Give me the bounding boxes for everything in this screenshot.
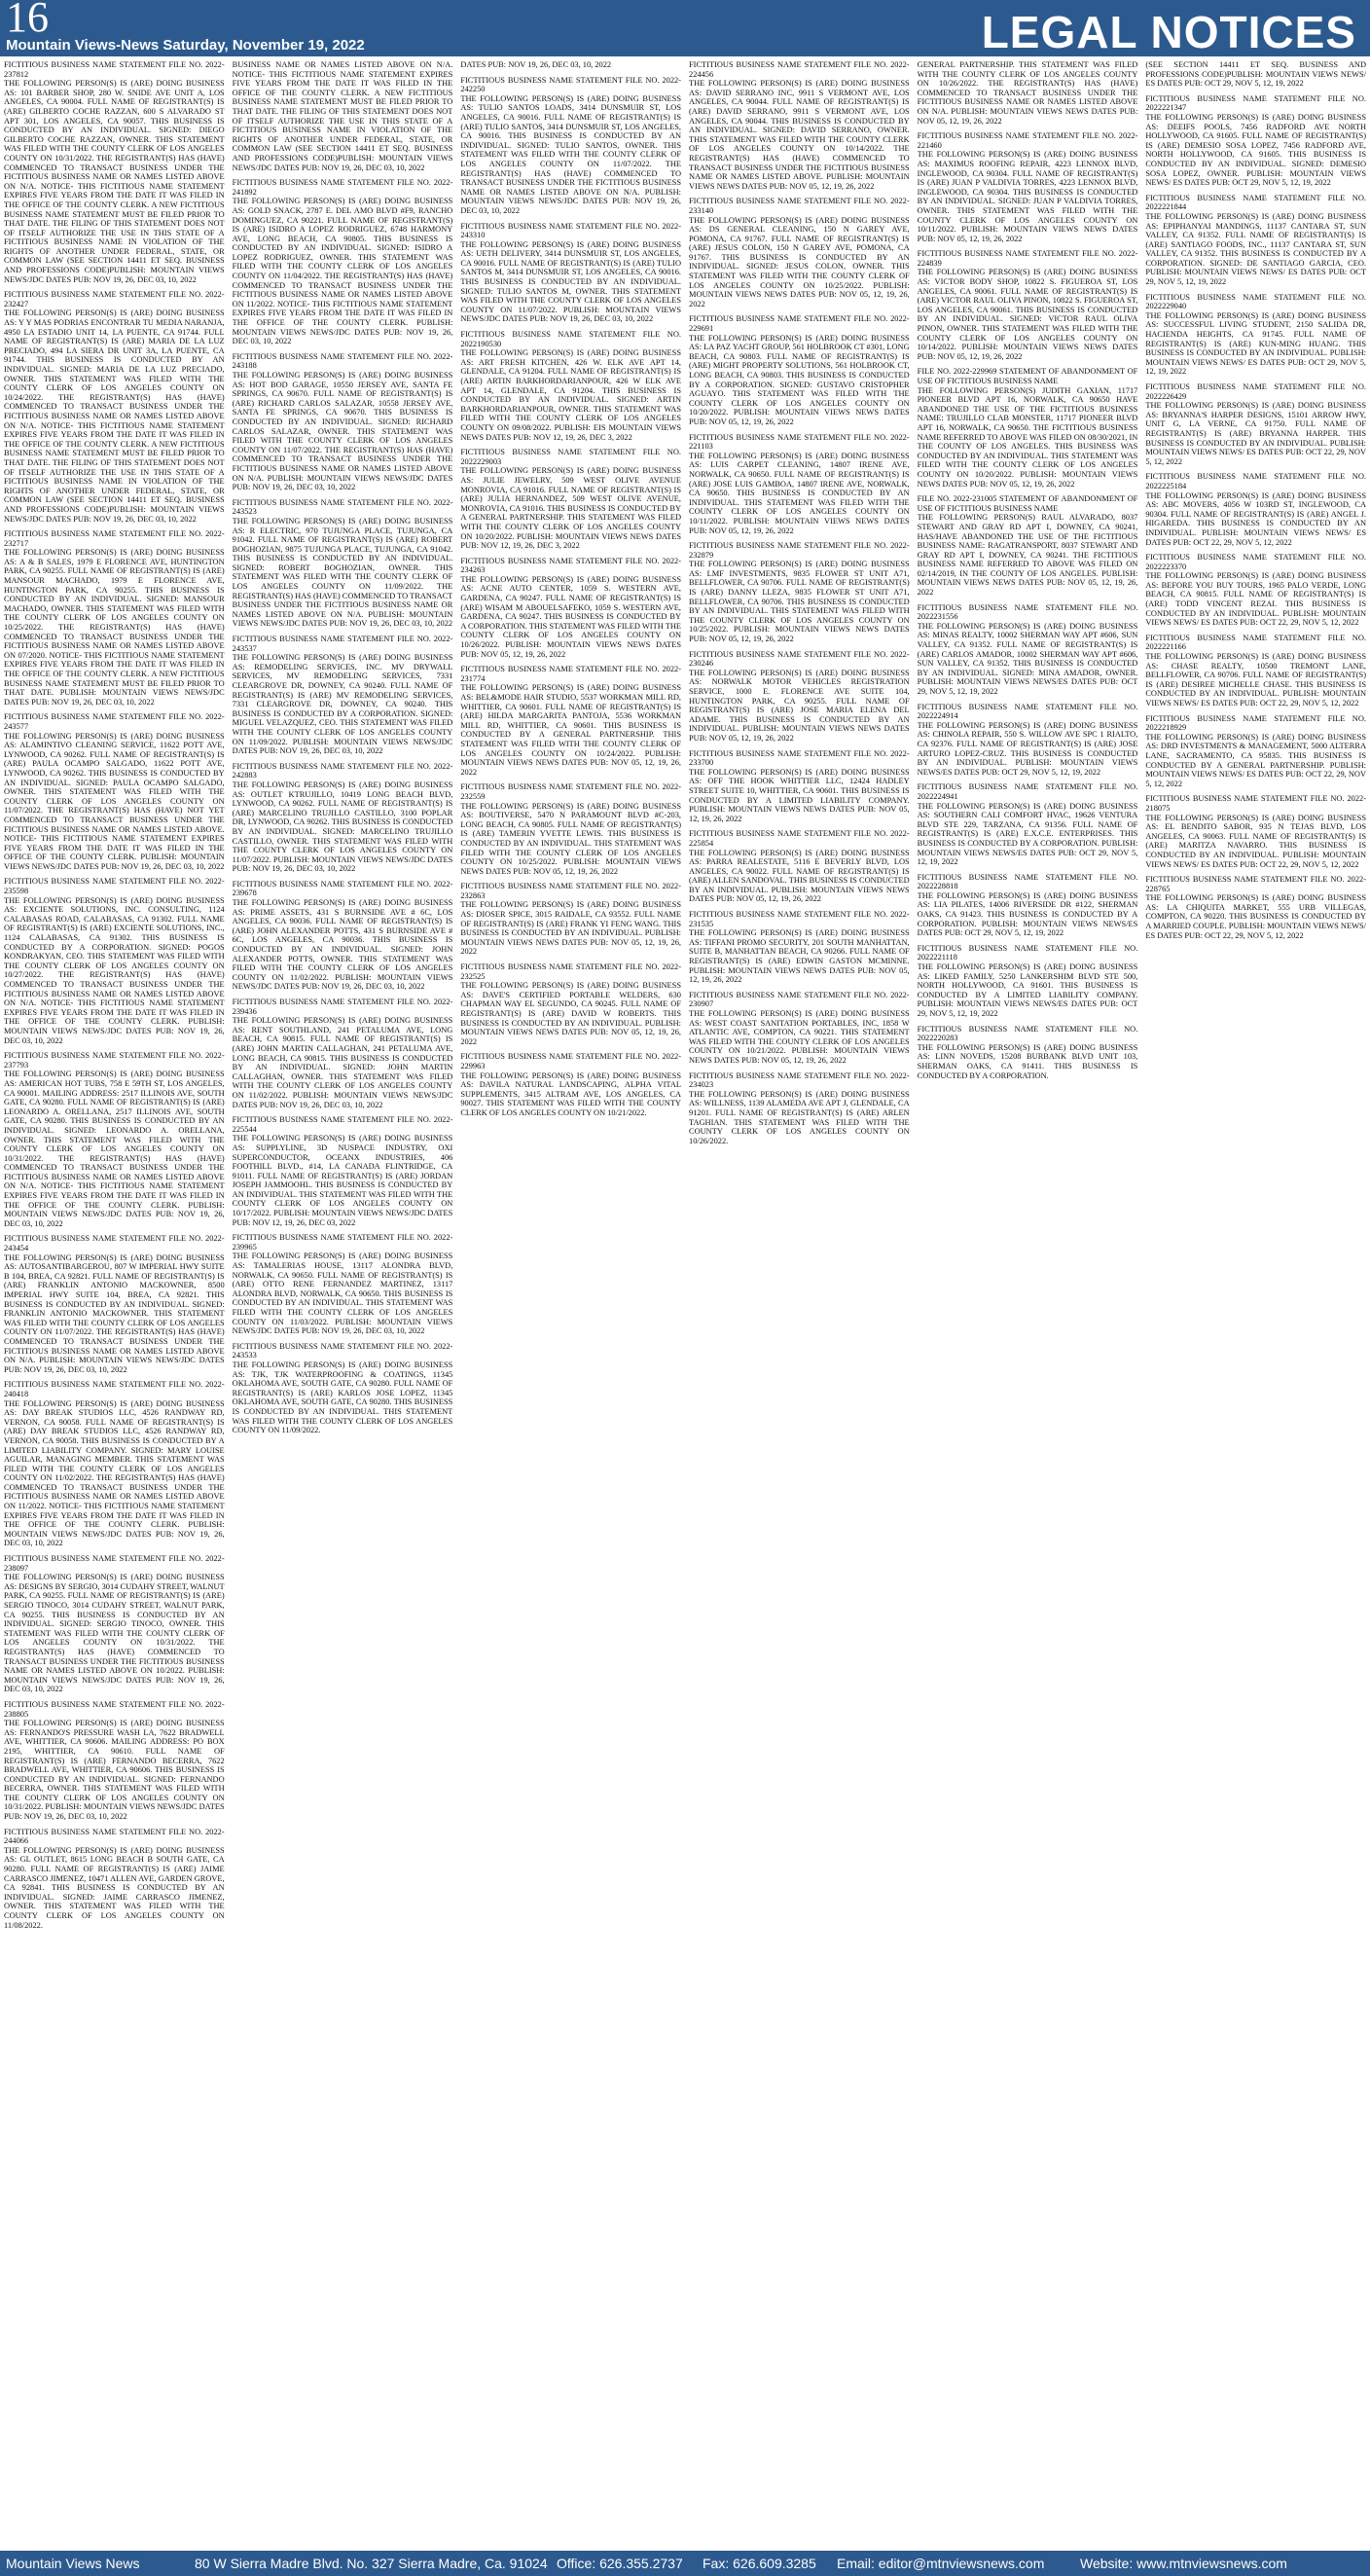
notice-body: THE FOLLOWING PERSON(S) IS (ARE) DOING BUSINESS AS: EPIPHANYAI MANDINGS, 11137 CANTARA ST, SUN VALLEY, CA 91352. FULL NAME OF REGISTRANT(S) IS (ARE) SANTIAGO FOODS, INC., 11137 CANTARA ST, SUN VALLEY, CA 91352. THIS BUSINESS IS CONDUCTED BY A CORPORATION. SIGNED: DE SANTIAGO GARCIA, CEO. PUBLISH: MOUNTAIN VIEWS NEWS/ ES DATES PUB: OCT 29, NOV 5, 12, 19, 2022 <box>1145 211 1366 287</box>
notice-heading: FICTITIOUS BUSINESS NAME STATEMENT FILE NO. 2022218929 <box>1145 713 1366 733</box>
notice-heading: FICTITIOUS BUSINESS NAME STATEMENT FILE NO. 2022-224839 <box>917 249 1138 268</box>
notice-body: THE FOLLOWING PERSON(S) IS (ARE) DOING BUSINESS AS: LINN NOVEDS, 15208 BURBANK BLVD UNIT 103, SHERMAN OAKS, CA 91411. THIS BUSINESS IS CONDUCTED BY A CORPORATION. <box>917 1042 1138 1080</box>
notice-heading: FICTITIOUS BUSINESS NAME STATEMENT FILE NO. 2022-242250 <box>460 75 681 94</box>
legal-notice <box>1145 60 1366 89</box>
notice-body: THE FOLLOWING PERSON(S) IS (ARE) DOING BUSINESS AS: LA PAZ YACHT GROUP, 561 HOLBROOK CT #301, LONG BEACH, CA 90803. FULL NAME OF REGISTRANT(S) IS (ARE) MIGHT PROPERTY SOLUTIONS, 561 HOLBROOK CT, LONG BEACH, CA 90803. THIS BUSINESS IS CONDUCTED BY A CORPORATION. SIGNED: GUSTAVO CRISTOPHER AGUAYO. THIS STATEMENT WAS FILED WITH THE COUNTY CLERK OF LOS ANGELES COUNTY ON 10/20/2022. PUBLISH: MOUNTAIN VIEWS NEWS DATES PUB: NOV 05, 12, 19, 26, 2022 <box>689 333 910 426</box>
notice-body: THE FOLLOWING PERSON(S) IS (ARE) DOING BUSINESS AS: ACNE AUTO CENTER, 1059 S. WESTERN AVE, GARDENA, CA 90247. FULL NAME OF REGISTRANT(S) IS (ARE) WISAM M ABOUELSAFEKO, 1059 S. WESTERN AVE, GARDENA, CA 90247. THIS BUSINESS IS CONDUCTED BY A CORPORATION. THIS STATEMENT WAS FILED WITH THE COUNTY CLERK OF LOS ANGELES COUNTY ON 10/26/2022. PUBLISH: MOUNTAIN VIEWS NEWS DATES PUB: NOV 05, 12, 19, 26, 2022 <box>460 574 681 659</box>
notice-body: THE FOLLOWING PERSON(S) IS (ARE) DOING BUSINESS AS: UETH DELIVERY, 3414 DUNSMUIR ST, LOS ANGELES, CA 90016. FULL NAME OF REGISTRANT(S) IS (ARE) TULIO SANTOS M, 3414 DUNSMUIR ST, LOS ANGELES, CA 90016. THIS BUSINESS IS CONDUCTED BY AN INDIVIDUAL. SIGNED: TULIO SANTOS M, OWNER. THIS STATEMENT WAS FILED WITH THE COUNTY CLERK OF LOS ANGELES COUNTY ON 11/07/2022. PUBLISH: MOUNTAIN VIEWS NEWS/JDC DATES PUB: NOV 19, 26, DEC 03, 10, 2022 <box>460 239 681 324</box>
notice-body: THE FOLLOWING PERSON(S) JUDITH GAXIAN, 11717 PIONEER BLVD APT 16, NORWALK, CA 90650 HAVE ABANDONED THE USE OF THE FICTITIOUS BUSINESS NAME: TRUJILLO CLAB MONSTER, 11717 PIONEER BLVD APT 16, NORWALK, CA 90650. THE FICTITIOUS BUSINESS NAME REFERRED TO ABOVE WAS FILED ON 08/30/2021, IN THE COUNTY OF LOS ANGELES. THIS BUSINESS WAS CONDUCTED BY AN INDIVIDUAL. THIS STATEMENT WAS FILED WITH THE COUNTY CLERK OF LOS ANGELES COUNTY ON 10/20/2022. PUBLISH: MOUNTAIN VIEWS NEWS DATES PUB: NOV 05, 12, 19, 26, 2022 <box>917 385 1138 489</box>
notice-body: BUSINESS NAME OR NAMES LISTED ABOVE ON N/A. NOTICE- THIS FICTITIOUS NAME STATEMENT EXPIRES FIVE YEARS FROM THE DATE IT WAS FILED IN THE OFFICE OF THE COUNTY CLERK. A NEW FICTITIOUS BUSINESS NAME STATEMENT MUST BE FILED PRIOR TO THAT DATE. THE FILING OF THIS STATEMENT DOES NOT OF ITSELF AUTHORIZE THE USE IN THIS STATE OF A FICTITIOUS BUSINESS NAME IN VIOLATION OF THE RIGHTS OF ANOTHER UNDER FEDERAL, STATE, OR COMMON LAW (SEE SECTION 14411 ET SEQ. BUSINESS AND PROFESSIONS CODE)PUBLISH: MOUNTAIN VIEWS NEWS/JDC DATES PUB: NOV 19, 26, DEC 03, 10, 2022 <box>232 60 453 172</box>
notice-body: THE FOLLOWING PERSON(S) IS (ARE) DOING BUSINESS AS: LA CHIQUITA MARKET, 555 URB VILLEGAS, COMPTON, CA 90220. THIS BUSINESS IS CONDUCTED BY A MARRIED COUPLE. PUBLISH: MOUNTAIN VIEWS NEWS/ ES DATES PUB: OCT 22, 29, NOV 5, 12, 2022 <box>1145 893 1366 940</box>
legal-notice <box>233 178 453 346</box>
notice-body: THE FOLLOWING PERSON(S) IS (ARE) DOING BUSINESS AS: NORWALK MOTOR VEHICLES REGISTRATION SERVICE, 1000 E. FLORENCE AVE SUITE 104, HUNTINGTON PARK, CA 90255. FULL NAME OF REGISTRANT(S) IS (ARE) JOSE MARIA ELENA DEL ADAME. THIS BUSINESS IS CONDUCTED BY AN INDIVIDUAL. PUBLISH: MOUNTAIN VIEWS NEWS DATES PUB: NOV 05, 12, 19, 26, 2022 <box>689 668 910 743</box>
notice-heading: FICTITIOUS BUSINESS NAME STATEMENT FILE NO. 2022225184 <box>1145 472 1366 490</box>
notice-body: DATES PUB: NOV 19, 26, DEC 03, 10, 2022 <box>460 60 612 69</box>
legal-notice <box>918 603 1138 697</box>
section-title: LEGAL NOTICES <box>981 7 1356 57</box>
notice-body: THE FOLLOWING PERSON(S) IS (ARE) DOING BUSINESS AS: OFF THE HOOK WHITTIER LLC, 12424 HADLEY STREET SUITE 10, WHITTIER, CA 90601. THIS BUSINESS IS CONDUCTED BY A LIMITED LIABILITY COMPANY. PUBLISH: MOUNTAIN VIEWS NEWS DATES PUB: NOV 05, 12, 19, 26, 2022 <box>689 767 910 823</box>
legal-notice <box>4 1554 225 1694</box>
notice-column <box>4 60 225 2549</box>
legal-notice <box>689 910 910 985</box>
notice-body: THE FOLLOWING PERSON(S) IS (ARE) DOING BUSINESS AS: LIKED FAMILY, 5250 LANKERSHIM BLVD STE 500, NORTH HOLLYWOOD, CA 91601. THIS BUSINESS IS CONDUCTED BY A LIMITED LIABILITY COMPANY. PUBLISH: MOUNTAIN VIEWS NEWS/ES DATES PUB: OCT 29, NOV 5, 12, 19, 2022 <box>917 962 1138 1018</box>
notice-body: THE FOLLOWING PERSON(S) IS (ARE) DOING BUSINESS AS: DAVID SERRANO INC, 9911 S VERMONT AVE, LOS ANGELES, CA 90044. FULL NAME OF REGISTRANT(S) IS (ARE) DAVID SERRANO, 9911 S VERMONT AVE, LOS ANGELES, CA 90044. THIS BUSINESS IS CONDUCTED BY AN INDIVIDUAL. SIGNED: DAVID SERRANO, OWNER. THIS STATEMENT WAS FILED WITH THE COUNTY CLERK OF LOS ANGELES COUNTY ON 10/14/2022. THE REGISTRANT(S) HAS (HAVE) COMMENCED TO TRANSACT BUSINESS UNDER THE FICTITIOUS BUSINESS NAME OR NAMES LISTED ABOVE. PUBLISH: MOUNTAIN VIEWS NEWS DATES PUB: NOV 05, 12, 19, 26, 2022 <box>689 79 910 191</box>
notice-body: THE FOLLOWING PERSON(S) IS (ARE) DOING BUSINESS AS: BOUTIVERSE, 5470 N PARAMOUNT BLVD #C-203, LONG BEACH, CA 90805. FULL NAME OF REGISTRANT(S) IS (ARE) TAMERIN YVETTE LEWIS. THIS BUSINESS IS CONDUCTED BY AN INDIVIDUAL. THIS STATEMENT WAS FILED WITH THE COUNTY CLERK OF LOS ANGELES COUNTY ON 10/25/2022. PUBLISH: MOUNTAIN VIEWS NEWS DATES PUB: NOV 05, 12, 19, 26, 2022 <box>460 801 681 876</box>
footer <box>0 2551 1370 2576</box>
notice-body: THE FOLLOWING PERSON(S) IS (ARE) DOING BUSINESS AS: TULIO SANTOS LOADS, 3414 DUNSMUIR ST, LOS ANGELES, CA 90016. FULL NAME OF REGISTRANT(S) IS (ARE) TULIO SANTOS, 3414 DUNSMUIR ST, LOS ANGELES, CA 90016. THIS BUSINESS IS CONDUCTED BY AN INDIVIDUAL. SIGNED: TULIO SANTOS, OWNER. THIS STATEMENT WAS FILED WITH THE COUNTY CLERK OF LOS ANGELES COUNTY ON 11/07/2022. THE REGISTRANT(S) HAS (HAVE) COMMENCED TO TRANSACT BUSINESS UNDER THE FICTITIOUS BUSINESS NAME OR NAMES LISTED ABOVE ON N/A. PUBLISH: MOUNTAIN VIEWS NEWS/JDC DATES PUB: NOV 19, 26, DEC 03, 10, 2022 <box>460 93 681 215</box>
legal-notice <box>460 222 681 325</box>
notice-body: THE FOLLOWING PERSON(S) RAUL ALVARADO, 8037 STEWART AND GRAY RD APT I, DOWNEY, CA 90241, HAS/HAVE ABANDONED THE USE OF THE FICTITIOUS BUSINESS NAME: RAGATRANSPORT, 8037 STEWART AND GRAY RD APT I, DOWNEY, CA 90241. THE FICTITIOUS BUSINESS NAME REFERRED TO ABOVE WAS FILED ON 02/14/2019, IN THE COUNTY OF LOS ANGELES. PUBLISH: MOUNTAIN VIEWS NEWS DATES PUB: NOV 05, 12, 19, 26, 2022 <box>917 513 1138 598</box>
notice-heading: FICTITIOUS BUSINESS NAME STATEMENT FILE NO. 2022-231535 <box>689 910 910 928</box>
legal-notice <box>1145 472 1366 547</box>
legal-notice <box>4 1828 225 1931</box>
notice-heading: FICTITIOUS BUSINESS NAME STATEMENT FILE NO. 2022-232427 <box>4 290 225 308</box>
notice-heading: FICTITIOUS BUSINESS NAME STATEMENT FILE NO. 2022-230907 <box>689 990 910 1009</box>
notice-body: THE FOLLOWING PERSON(S) IS (ARE) DOING BUSINESS AS: FERNANDO'S PRESSURE WASH LA, 7622 BRADWELL AVE, WHITTIER, CA 90606. MAILING ADDRESS: PO BOX 2195, WHITTIER, CA 90610. FULL NAME OF REGISTRANT(S) IS (ARE) FERNANDO BECERRA, 7622 BRADWELL AVE, WHITTIER, CA 90606. THIS BUSINESS IS CONDUCTED BY AN INDIVIDUAL. SIGNED: FERNANDO BECERRA, OWNER. THIS STATEMENT WAS FILED WITH THE COUNTY CLERK OF LOS ANGELES COUNTY ON 10/31/2022. PUBLISH: MOUNTAIN VIEWS NEWS/JDC DATES PUB: NOV 19, 26, DEC 03, 10, 2022 <box>4 1719 225 1822</box>
notice-body: THE FOLLOWING PERSON(S) IS (ARE) DOING BUSINESS AS: WILLNESS, 1139 ALAMEDA AVE APT J, GLENDALE, CA 91201. FULL NAME OF REGISTRANT(S) IS (ARE) ARLEN TAGHIAN. THIS STATEMENT WAS FILED WITH THE COUNTY CLERK OF LOS ANGELES COUNTY ON 10/26/2022. <box>689 1089 910 1145</box>
legal-notice <box>460 448 681 551</box>
legal-notice <box>233 352 453 492</box>
notice-body: THE FOLLOWING PERSON(S) IS (ARE) DOING BUSINESS AS: SUCCESSFUL LIVING STUDENT, 2150 SALIDA DR, HACIENDA HEIGHTS, CA 91745. FULL NAME OF REGISTRANT(S) IS (ARE) KUN-MING HUANG. THIS BUSINESS IS CONDUCTED BY AN INDIVIDUAL. PUBLISH: MOUNTAIN VIEWS NEWS/ ES DATES PUB: OCT 29, NOV 5, 12, 19, 2022 <box>1145 310 1366 377</box>
notice-heading: FICTITIOUS BUSINESS NAME STATEMENT FILE NO. 2022-229691 <box>689 314 910 334</box>
notice-column <box>233 60 453 2549</box>
legal-notice <box>689 197 910 308</box>
legal-notice <box>689 541 910 644</box>
legal-notice <box>1145 794 1366 869</box>
legal-notice <box>918 131 1138 243</box>
legal-notice <box>233 498 453 629</box>
notice-body: THE FOLLOWING PERSON(S) IS (ARE) DOING BUSINESS AS: DEEIFS POOLS, 7456 RADFORD AVE NORTH HOLLYWOOD, CA 91605. FULL NAME OF REGISTRANT(S) IS (ARE) DEMESIO SOSA LOPEZ, 7456 RADFORD AVE, NORTH HOLLYWOOD, CA 91605. THIS BUSINESS IS CONDUCTED BY AN INDIVIDUAL. SIGNED: DEMESIO SOSA LOPEZ, OWNER. PUBLISH: MOUNTAIN VIEWS NEWS/ ES DATES PUB: OCT 29, NOV 5, 12, 19, 2022 <box>1145 112 1366 188</box>
legal-notice <box>460 882 681 957</box>
notice-body: THE FOLLOWING PERSON(S) IS (ARE) DOING BUSINESS AS: BEFORE YOU BUY TOURS, 1965 PALO VERDE, LONG BEACH, CA 90815. FULL NAME OF REGISTRANT(S) IS (ARE) TODD VINCENT REZAI. THIS BUSINESS IS CONDUCTED BY AN INDIVIDUAL. PUBLISH: MOUNTAIN VIEWS NEWS/ ES DATES PUB: OCT 22, 29, NOV 5, 12, 2022 <box>1145 571 1366 628</box>
notice-heading: FICTITIOUS BUSINESS NAME STATEMENT FILE NO. 2022-239436 <box>232 998 453 1016</box>
notice-heading: FICTITIOUS BUSINESS NAME STATEMENT FILE NO. 2022-241892 <box>232 178 453 197</box>
footer-paper-name: Mountain Views News <box>6 2556 140 2571</box>
legal-notice <box>918 367 1138 489</box>
footer-office-phone: Office: 626.355.2737 <box>557 2556 683 2571</box>
notice-heading: FILE NO. 2022-231005 STATEMENT OF ABANDONMENT OF USE OF FICTITIOUS BUSINESS NAME <box>917 494 1138 513</box>
notice-heading: FICTITIOUS BUSINESS NAME STATEMENT FILE NO. 2022-232525 <box>460 962 681 981</box>
notice-column <box>1145 60 1366 2549</box>
notice-heading: FICTITIOUS BUSINESS NAME STATEMENT FILE NO. 2022-242883 <box>232 761 453 780</box>
notice-body: THE FOLLOWING PERSON(S) IS (ARE) DOING BUSINESS AS: LIA PILATES, 14006 RIVERSIDE DR #122, SHERMAN OAKS, CA 91423. THIS BUSINESS IS CONDUCTED BY A CORPORATION. PUBLISH: MOUNTAIN VIEWS NEWS/ES DATES PUB: OCT 29, NOV 5, 12, 19, 2022 <box>917 890 1138 938</box>
notice-heading: FICTITIOUS BUSINESS NAME STATEMENT FILE NO. 2022-224456 <box>689 60 910 79</box>
notice-heading: FICTITIOUS BUSINESS NAME STATEMENT FILE NO. 2022-243188 <box>232 351 453 371</box>
legal-notice <box>4 1380 225 1548</box>
legal-notice <box>689 433 910 536</box>
notice-body: THE FOLLOWING PERSON(S) IS (ARE) DOING BUSINESS AS: VICTOR BODY SHOP, 10822 S. FIGUEROA ST, LOS ANGELES, CA 90061. FULL NAME OF REGISTRANT(S) IS (ARE) VICTOR RAUL OLIVA PINON, 10822 S. FIGUEROA ST, LOS ANGELES, CA 90061. THIS BUSINESS IS CONDUCTED BY AN INDIVIDUAL. SIGNED: VICTOR RAUL OLIVA PINON, OWNER. THIS STATEMENT WAS FILED WITH THE COUNTY CLERK OF LOS ANGELES COUNTY ON 10/14/2022. PUBLISH: MOUNTAIN VIEWS NEWS DATES PUB: NOV 05, 12, 19, 26, 2022 <box>917 268 1138 361</box>
legal-notice <box>1145 94 1366 188</box>
notice-heading: FICTITIOUS BUSINESS NAME STATEMENT FILE NO. 2022-243523 <box>232 497 453 517</box>
notice-column <box>689 60 910 2549</box>
notice-body: THE FOLLOWING PERSON(S) IS (ARE) DOING BUSINESS AS: PRIME ASSETS, 431 S BURNSIDE AVE # 6C, LOS ANGELES, CA 90036. FULL NAME OF REGISTRANT(S) IS (ARE) JOHN ALEXANDER POTTS, 431 S BURNSIDE AVE # 6C, LOS ANGELES, CA 90036. THIS BUSINESS IS CONDUCTED BY AN INDIVIDUAL. SIGNED: JOHN ALEXANDER POTTS, OWNER. THIS STATEMENT WAS FILED WITH THE COUNTY CLERK OF LOS ANGELES COUNTY ON 11/02/2022. PUBLISH: MOUNTAIN VIEWS NEWS/JDC DATES PUB: NOV 19, 26, DEC 03, 10, 2022 <box>232 898 453 992</box>
notice-body: THE FOLLOWING PERSON(S) IS (ARE) DOING BUSINESS AS: MAXIMUS ROOFING REPAIR, 4223 LENNOX BLVD, INGLEWOOD, CA 90304. FULL NAME OF REGISTRANT(S) IS (ARE) JUAN P VALDIVIA TORRES, 4223 LENNOX BLVD, INGLEWOOD, CA 90304. THIS BUSINESS IS CONDUCTED BY AN INDIVIDUAL. SIGNED: JUAN P VALDIVIA TORRES, OWNER. THIS STATEMENT WAS FILED WITH THE COUNTY CLERK OF LOS ANGELES COUNTY ON 10/11/2022. PUBLISH: MOUNTAIN VIEWS NEWS DATES PUB: NOV 05, 12, 19, 26, 2022 <box>917 150 1138 243</box>
notice-body: THE FOLLOWING PERSON(S) IS (ARE) DOING BUSINESS AS: AUTOSANTIBARGEROU, 807 W IMPERIAL HWY SUITE B 104, BREA, CA 92821. FULL NAME OF REGISTRANT(S) IS (ARE) FRANKLIN ANTONIO MACKOWNER, 8500 IMPERIAL HWY SUITE 104, BREA, CA 92821. THIS BUSINESS IS CONDUCTED BY AN INDIVIDUAL. SIGNED: FRANKLIN ANTONIO MACKOWNER. THIS STATEMENT WAS FILED WITH THE COUNTY CLERK OF LOS ANGELES COUNTY ON 11/07/2022. THE REGISTRANT(S) HAS (HAVE) COMMENCED TO TRANSACT BUSINESS UNDER THE FICTITIOUS BUSINESS NAME OR NAMES LISTED ABOVE ON N/A. PUBLISH: MOUNTAIN VIEWS NEWS/JDC DATES PUB: NOV 19, 26, DEC 03, 10, 2022 <box>4 1252 225 1374</box>
legal-notice <box>233 1342 453 1435</box>
notice-body: THE FOLLOWING PERSON(S) IS (ARE) DOING BUSINESS AS: SOUTHERN CALI COMFORT HVAC, 19626 VENTURA BLVD STE 229, TARZANA, CA 91356. FULL NAME OF REGISTRANT(S) IS (ARE) E.X.C.E. ENTERPRISES. THIS BUSINESS IS CONDUCTED BY A CORPORATION. PUBLISH: MOUNTAIN VIEWS NEWS/ES DATES PUB: OCT 29, NOV 5, 12, 19, 2022 <box>917 801 1138 867</box>
notice-heading: FICTITIOUS BUSINESS NAME STATEMENT FILE NO. 2022-239965 <box>232 1233 453 1252</box>
notice-heading: FICTITIOUS BUSINESS NAME STATEMENT FILE NO. 2022229003 <box>460 448 681 466</box>
notice-heading: FICTITIOUS BUSINESS NAME STATEMENT FILE NO. 2022-243577 <box>4 712 225 731</box>
notice-heading: FICTITIOUS BUSINESS NAME STATEMENT FILE NO. 2022-218075 <box>1145 794 1366 813</box>
notice-body: THE FOLLOWING PERSON(S) IS (ARE) DOING BUSINESS AS: LUIS CARPET CLEANING, 14807 IRENE AVE, NORWALK, CA 90650. FULL NAME OF REGISTRANT(S) IS (ARE) JOSE LUIS GAMBOA, 14807 IRENE AVE, NORWALK, CA 90650. THIS BUSINESS IS CONDUCTED BY AN INDIVIDUAL. THIS STATEMENT WAS FILED WITH THE COUNTY CLERK OF LOS ANGELES COUNTY ON 10/11/2022. PUBLISH: MOUNTAIN VIEWS NEWS DATES PUB: NOV 05, 12, 19, 26, 2022 <box>689 451 910 535</box>
legal-notice <box>460 962 681 1046</box>
notice-heading: FICTITIOUS BUSINESS NAME STATEMENT FILE NO. 2022-237793 <box>4 1051 225 1070</box>
notice-heading: FICTITIOUS BUSINESS NAME STATEMENT FILE NO. 2022-232559 <box>460 782 681 801</box>
legal-notice <box>918 1025 1138 1081</box>
notice-heading: FICTITIOUS BUSINESS NAME STATEMENT FILE NO. 2022-221460 <box>917 131 1138 150</box>
legal-notice <box>689 60 910 191</box>
legal-notice <box>689 991 910 1066</box>
notice-heading: FICTITIOUS BUSINESS NAME STATEMENT FILE NO. 2022-234263 <box>460 556 681 575</box>
notice-body: THE FOLLOWING PERSON(S) IS (ARE) DOING BUSINESS AS: EL BENDITO SABOR, 935 N TEJAS BLVD, LOS ANGELES, CA 90063. FULL NAME OF REGISTRANT(S) IS (ARE) MARITZA NAVARRO. THIS BUSINESS IS CONDUCTED BY AN INDIVIDUAL. PUBLISH: MOUNTAIN VIEWS NEWS/ ES DATES PUB: OCT 22, 29, NOV 5, 12, 2022 <box>1145 813 1366 869</box>
legal-notice <box>4 1700 225 1822</box>
notice-body: THE FOLLOWING PERSON(S) IS (ARE) DOING BUSINESS AS: DIOSER SPICE, 3015 RAIDALE, CA 93552. FULL NAME OF REGISTRANT(S) IS (ARE) FRANK YI FENG WANG. THIS BUSINESS IS CONDUCTED BY AN INDIVIDUAL. PUBLISH: MOUNTAIN VIEWS NEWS DATES PUB: NOV 05, 12, 19, 26, 2022 <box>460 900 681 957</box>
legal-notice <box>4 1234 225 1374</box>
notice-heading: FICTITIOUS BUSINESS NAME STATEMENT FILE NO. 2022-235598 <box>4 877 225 896</box>
notice-body: THE FOLLOWING PERSON(S) IS (ARE) DOING BUSINESS AS: DAY BREAK STUDIOS LLC, 4526 RANDWAY RD, VERNON, CA 90058. FULL NAME OF REGISTRANT(S) IS (ARE) DAY BREAK STUDIOS LLC, 4526 RANDWAY RD, VERNON, CA 90058. THIS BUSINESS IS CONDUCTED BY A LIMITED LIABILITY COMPANY. SIGNED: MARY LOUISE AGUILAR, MANAGING MEMBER. THIS STATEMENT WAS FILED WITH THE COUNTY CLERK OF LOS ANGELES COUNTY ON 11/02/2022. THE REGISTRANT(S) HAS (HAVE) COMMENCED TO TRANSACT BUSINESS UNDER THE FICTITIOUS BUSINESS NAME OR NAMES LISTED ABOVE ON 11/2022. NOTICE- THIS FICTITIOUS NAME STATEMENT EXPIRES FIVE YEARS FROM THE DATE IT WAS FILED IN THE OFFICE OF THE COUNTY CLERK. PUBLISH: MOUNTAIN VIEWS NEWS/JDC DATES PUB: NOV 19, 26, DEC 03, 10, 2022 <box>4 1398 225 1548</box>
legal-notice <box>233 60 453 172</box>
legal-notice <box>233 998 453 1109</box>
notice-body: THE FOLLOWING PERSON(S) IS (ARE) DOING BUSINESS AS: MINAS REALTY, 10002 SHERMAN WAY APT #606, SUN VALLEY, CA 91352. FULL NAME OF REGISTRANT(S) IS (ARE) CARLOS AMADOR, 10002 SHERMAN WAY APT #606, SUN VALLEY, CA 91352. THIS BUSINESS IS CONDUCTED BY AN INDIVIDUAL. SIGNED: MINA AMADOR, OWNER. PUBLISH: MOUNTAIN VIEWS NEWS/ES DATES PUB: OCT 29, NOV 5, 12, 19, 2022 <box>917 621 1138 696</box>
legal-notice <box>1145 875 1366 940</box>
legal-notice <box>1145 293 1366 377</box>
notice-body: THE FOLLOWING PERSON(S) IS (ARE) DOING BUSINESS AS: ALAMINTIVO CLEANING SERVICE, 11622 POTT AVE, LYNWOOD, CA 90262. FULL NAME OF REGISTRANT(S) IS (ARE) PAULA OCAMPO SALGADO, 11622 POTT AVE, LYNWOOD, CA 90262. THIS BUSINESS IS CONDUCTED BY AN INDIVIDUAL. SIGNED: PAULA OCAMPO SALGADO, OWNER. THIS STATEMENT WAS FILED WITH THE COUNTY CLERK OF LOS ANGELES COUNTY ON 11/07/2022. THE REGISTRANT(S) HAS (HAVE) NOT YET COMMENCED TO TRANSACT BUSINESS UNDER THE FICTITIOUS BUSINESS NAME OR NAMES LISTED ABOVE. NOTICE- THIS FICTITIOUS NAME STATEMENT EXPIRES FIVE YEARS FROM THE DATE IT WAS FILED IN THE OFFICE OF THE COUNTY CLERK. PUBLISH: MOUNTAIN VIEWS NEWS/JDC DATES PUB: NOV 19, 26, DEC 03, 10, 2022 <box>4 731 225 871</box>
legal-notice <box>4 712 225 871</box>
legal-notice <box>460 76 681 216</box>
notice-body: THE FOLLOWING PERSON(S) IS (ARE) DOING BUSINESS AS: DESIGNS BY SERGIO, 3014 CUDAHY STREET, WALNUT PARK, CA 90255. FULL NAME OF REGISTRANT(S) IS (ARE) SERGIO TINOCO, 3014 CUDAHY STREET, WALNUT PARK, CA 90255. THIS BUSINESS IS CONDUCTED BY AN INDIVIDUAL. SIGNED: SERGIO TINOCO, OWNER. THIS STATEMENT WAS FILED WITH THE COUNTY CLERK OF LOS ANGELES COUNTY ON 10/31/2022. THE REGISTRANT(S) HAS (HAVE) COMMENCED TO TRANSACT BUSINESS UNDER THE FICTITIOUS BUSINESS NAME OR NAMES LISTED ABOVE ON 10/2022. PUBLISH: MOUNTAIN VIEWS NEWS/JDC DATES PUB: NOV 19, 26, DEC 03, 10, 2022 <box>4 1573 225 1694</box>
notice-heading: FICTITIOUS BUSINESS NAME STATEMENT FILE NO. 2022220283 <box>917 1024 1138 1043</box>
notice-heading: FICTITIOUS BUSINESS NAME STATEMENT FILE NO. 2022-232717 <box>4 529 225 548</box>
notice-body: THE FOLLOWING PERSON(S) IS (ARE) DOING BUSINESS AS: AMERICAN HOT TUBS, 758 E 59TH ST, LOS ANGELES, CA 90001. MAILING ADDRESS: 2517 ILLINOIS AVE, SOUTH GATE, CA 90280. FULL NAME OF REGISTRANT(S) IS (ARE) LEONARDO A. ORELLANA, 2517 ILLINOIS AVE, SOUTH GATE, CA 90280. THIS BUSINESS IS CONDUCTED BY AN INDIVIDUAL. SIGNED: LEONARDO A. ORELLANA, OWNER. THIS STATEMENT WAS FILED WITH THE COUNTY CLERK OF LOS ANGELES COUNTY ON 10/31/2022. THE REGISTRANT(S) HAS (HAVE) COMMENCED TO TRANSACT BUSINESS UNDER THE FICTITIOUS BUSINESS NAME OR NAMES LISTED ABOVE ON N/A. NOTICE- THIS FICTITIOUS NAME STATEMENT EXPIRES FIVE YEARS FROM THE DATE IT WAS FILED IN THE OFFICE OF THE COUNTY CLERK. PUBLISH: MOUNTAIN VIEWS NEWS/JDC DATES PUB: NOV 19, 26, DEC 03, 10, 2022 <box>4 1070 225 1228</box>
notice-body: THE FOLLOWING PERSON(S) IS (ARE) DOING BUSINESS AS: DAVE'S CERTIFIED PORTABLE WELDERS, 630 CHAPMAN WAY EL SEGUNDO, CA 90245. FULL NAME OF REGISTRANT(S) IS (ARE) DAVID W ROBERTS. THIS BUSINESS IS CONDUCTED BY AN INDIVIDUAL. PUBLISH: MOUNTAIN VIEWS NEWS DATES PUB: NOV 05, 12, 19, 26, 2022 <box>460 981 681 1046</box>
notice-body: THE FOLLOWING PERSON(S) IS (ARE) DOING BUSINESS AS: CHASE REALTY, 10500 TREMONT LANE, BELLFLOWER, CA 90706. FULL NAME OF REGISTRANT(S) IS (ARE) DESIREE MICHELLE CHASE. THIS BUSINESS IS CONDUCTED BY AN INDIVIDUAL. PUBLISH: MOUNTAIN VIEWS NEWS/ ES DATES PUB: OCT 22, 29, NOV 5, 12, 2022 <box>1145 652 1366 707</box>
footer-fax: Fax: 626.609.3285 <box>703 2556 816 2571</box>
notice-body: THE FOLLOWING PERSON(S) IS (ARE) DOING BUSINESS AS: ABC MOVERS, 4056 W 103RD ST, INGLEWOOD, CA 90304. FULL NAME OF REGISTRANT(S) IS (ARE) ANGEL J. HIGAREDA. THIS BUSINESS IS CONDUCTED BY AN INDIVIDUAL. PUBLISH: MOUNTAIN VIEWS NEWS/ ES DATES PUB: OCT 22, 29, NOV 5, 12, 2022 <box>1145 490 1366 547</box>
notice-body: THE FOLLOWING PERSON(S) IS (ARE) DOING BUSINESS AS: GOLD SNACK, 2787 E. DEL AMO BLVD #F9, RANCHO DOMINGUEZ, CA 90221. FULL NAME OF REGISTRANT(S) IS (ARE) ISIDRO A LOPEZ RODRIGUEZ, 6748 HARMONY AVE, LONG BEACH, CA 90805. THIS BUSINESS IS CONDUCTED BY AN INDIVIDUAL. SIGNED: ISIDRO A LOPEZ RODRIGUEZ, OWNER. THIS STATEMENT WAS FILED WITH THE COUNTY CLERK OF LOS ANGELES COUNTY ON 11/04/2022. THE REGISTRANT(S) HAS (HAVE) COMMENCED TO TRANSACT BUSINESS UNDER THE FICTITIOUS BUSINESS NAME OR NAMES LISTED ABOVE ON 11/2022. NOTICE- THIS FICTITIOUS NAME STATEMENT EXPIRES FIVE YEARS FROM THE DATE IT WAS FILED IN THE OFFICE OF THE COUNTY CLERK. PUBLISH: MOUNTAIN VIEWS NEWS/JDC DATES PUB: NOV 19, 26, DEC 03, 10, 2022 <box>232 197 453 346</box>
legal-notice <box>460 330 681 442</box>
notice-heading: FICTITIOUS BUSINESS NAME STATEMENT FILE NO. 2022-240418 <box>4 1380 225 1398</box>
notice-heading: FICTITIOUS BUSINESS NAME STATEMENT FILE NO. 2022221118 <box>917 943 1138 962</box>
notice-heading: FICTITIOUS BUSINESS NAME STATEMENT FILE NO. 2022-239678 <box>232 879 453 898</box>
legal-notice <box>4 60 225 284</box>
legal-notice <box>918 494 1138 598</box>
notice-body: THE FOLLOWING PERSON(S) IS (ARE) DOING BUSINESS AS: DRD INVESTMENTS & MANAGEMENT, 5000 ALTERRA LANE, SACRAMENTO, CA 95835. THIS BUSINESS IS CONDUCTED BY A GENERAL PARTNERSHIP. PUBLISH: MOUNTAIN VIEWS NEWS/ ES DATES PUB: OCT 22, 29, NOV 5, 12, 2022 <box>1145 732 1366 788</box>
legal-notice <box>233 635 453 756</box>
notice-heading: FICTITIOUS BUSINESS NAME STATEMENT FILE NO. 2022-229963 <box>460 1052 681 1070</box>
legal-notice <box>4 290 225 524</box>
notice-heading: FICTITIOUS BUSINESS NAME STATEMENT FILE NO. 2022-238097 <box>4 1554 225 1573</box>
notice-heading: FICTITIOUS BUSINESS NAME STATEMENT FILE NO. 2022-230246 <box>689 649 910 669</box>
notice-body: THE FOLLOWING PERSON(S) IS (ARE) DOING BUSINESS AS: Y Y MAS PODRIAS ENCONTRAR TU MEDIA NARANJA, 4950 LA ESTADIO UNIT 14, LA PUENTE, CA 91744. FULL NAME OF REGISTRANT(S) IS (ARE) MARIA DE LA LUZ PRECIADO, 494 LA SIERA DR UNIT 3A, LA PUENTE, CA 91744. THIS BUSINESS IS CONDUCTED BY AN INDIVIDUAL. SIGNED: MARIA DE LA LUZ PRECIADO, OWNER. THIS STATEMENT WAS FILED WITH THE COUNTY CLERK OF LOS ANGELES COUNTY ON 10/24/2022. THE REGISTRANT(S) HAS (HAVE) COMMENCED TO TRANSACT BUSINESS UNDER THE FICTITIOUS BUSINESS NAME OR NAMES LISTED ABOVE ON N/A. NOTICE- THIS FICTITIOUS NAME STATEMENT EXPIRES FIVE YEARS FROM THE DATE IT WAS FILED IN THE OFFICE OF THE COUNTY CLERK. A NEW FICTITIOUS BUSINESS NAME STATEMENT MUST BE FILED PRIOR TO THAT DATE. THE FILING OF THIS STATEMENT DOES NOT OF ITSELF AUTHORIZE THE USE IN THIS STATE OF A FICTITIOUS BUSINESS NAME IN VIOLATION OF THE RIGHTS OF ANOTHER UNDER FEDERAL, STATE, OR COMMON LAW (SEE SECTION 14411 ET SEQ. BUSINESS AND PROFESSIONS CODE)PUBLISH: MOUNTAIN VIEWS NEWS/JDC DATES PUB: NOV 19, 26, DEC 03, 10, 2022 <box>4 308 225 524</box>
legal-notice <box>1145 194 1366 287</box>
notice-column <box>918 60 1138 2549</box>
notice-heading: FILE NO. 2022-229969 STATEMENT OF ABANDONMENT OF USE OF FICTITIOUS BUSINESS NAME <box>917 367 1138 385</box>
notice-heading: FICTITIOUS BUSINESS NAME STATEMENT FILE NO. 2022-232863 <box>460 882 681 900</box>
notice-body: THE FOLLOWING PERSON(S) IS (ARE) DOING BUSINESS AS: A & B SALES, 1979 E FLORENCE AVE, HUNTINGTON PARK, CA 90255. FULL NAME OF REGISTRANT(S) IS (ARE) MANSOUR MACHADO, 1979 E FLORENCE AVE, HUNTINGTON PARK, CA 90255. THIS BUSINESS IS CONDUCTED BY AN INDIVIDUAL. SIGNED: MANSOUR MACHADO, OWNER. THIS STATEMENT WAS FILED WITH THE COUNTY CLERK OF LOS ANGELES COUNTY ON 10/25/2022. THE REGISTRANT(S) HAS (HAVE) COMMENCED TO TRANSACT BUSINESS UNDER THE FICTITIOUS BUSINESS NAME OR NAMES LISTED ABOVE ON 07/2020. NOTICE- THIS FICTITIOUS NAME STATEMENT EXPIRES FIVE YEARS FROM THE DATE IT WAS FILED IN THE OFFICE OF THE COUNTY CLERK. A NEW FICTITIOUS BUSINESS NAME STATEMENT MUST BE FILED PRIOR TO THAT DATE. PUBLISH: MOUNTAIN VIEWS NEWS/JDC DATES PUB: NOV 19, 26, DEC 03, 10, 2022 <box>4 548 225 707</box>
masthead <box>0 0 1370 56</box>
legal-notice <box>233 1115 453 1227</box>
notice-body: THE FOLLOWING PERSON(S) IS (ARE) DOING BUSINESS AS: TJK, TJK WATERPROOFING & COATINGS, 11345 OKLAHOMA AVE, SOUTH GATE, CA 90280. FULL NAME OF REGISTRANT(S) IS (ARE) KARLOS JOSE LOPEZ, 11345 OKLAHOMA AVE, SOUTH GATE, CA 90280. THIS BUSINESS IS CONDUCTED BY AN INDIVIDUAL. THIS STATEMENT WAS FILED WITH THE COUNTY CLERK OF LOS ANGELES COUNTY ON 11/09/2022. <box>232 1360 453 1435</box>
notice-body: THE FOLLOWING PERSON(S) IS (ARE) DOING BUSINESS AS: DAVILA NATURAL LANDSCAPING, ALPHA VITAL SUPPLEMENTS, 3415 ALTRAM AVE, LOS ANGELES, CA 90027. THIS STATEMENT WAS FILED WITH THE COUNTY CLERK OF LOS ANGELES COUNTY ON 10/21/2022. <box>460 1070 681 1117</box>
notice-heading: FICTITIOUS BUSINESS NAME STATEMENT FILE NO. 2022-243537 <box>232 635 453 653</box>
notice-body: THE FOLLOWING PERSON(S) IS (ARE) DOING BUSINESS AS: TIFFANI PROMO SECURITY, 201 SOUTH MANHATTAN, SUITE B, MANHATTAN BEACH, CA 90266. FULL NAME OF REGISTRANT(S) IS (ARE) EDWIN GASTON MCMINNE. PUBLISH: MOUNTAIN VIEWS NEWS DATES PUB: NOV 05, 12, 19, 26, 2022 <box>689 928 910 985</box>
notice-body: THE FOLLOWING PERSON(S) IS (ARE) DOING BUSINESS AS: CHINOLA REPAIR, 550 S. WILLOW AVE SPC 1 RIALTO, CA 92376. FULL NAME OF REGISTRANT(S) IS (ARE) JOSE ARTURO LOPEZ-CRUZ. THIS BUSINESS IS CONDUCTED BY AN INDIVIDUAL. PUBLISH: MOUNTAIN VIEWS NEWS/ES DATES PUB: OCT 29, NOV 5, 12, 19, 2022 <box>917 720 1138 777</box>
page-number: 16 <box>6 0 49 41</box>
legal-notice <box>4 1051 225 1228</box>
notice-body: THE FOLLOWING PERSON(S) IS (ARE) DOING BUSINESS AS: REMODELING SERVICES, INC. MV DRYWALL SERVICES, MV REMODELING SERVICES, 7331 CLEARGROVE DR, DOWNEY, CA 90240. FULL NAME OF REGISTRANT(S) IS (ARE) MV REMODELING SERVICES, 7331 CLEARGROVE DR, DOWNEY, CA 90240. THIS BUSINESS IS CONDUCTED BY A CORPORATION. SIGNED: MIGUEL VELAZQUEZ, CEO. THIS STATEMENT WAS FILED WITH THE COUNTY CLERK OF LOS ANGELES COUNTY ON 11/09/2022. PUBLISH: MOUNTAIN VIEWS NEWS/JDC DATES PUB: NOV 19, 26, DEC 03, 10, 2022 <box>232 653 453 756</box>
notice-body: GENERAL PARTNERSHIP. THIS STATEMENT WAS FILED WITH THE COUNTY CLERK OF LOS ANGELES COUNTY ON 10/26/2022. THE REGISTRANT(S) HAS (HAVE) COMMENCED TO TRANSACT BUSINESS UNDER THE FICTITIOUS BUSINESS NAME OR NAMES LISTED ABOVE ON N/A. PUBLISH: MOUNTAIN VIEWS NEWS DATES PUB: NOV 05, 12, 19, 26, 2022 <box>917 60 1138 126</box>
legal-notice <box>460 782 681 876</box>
notice-body: THE FOLLOWING PERSON(S) IS (ARE) DOING BUSINESS AS: BRYANNA'S HARPER DESIGNS, 15101 ARROW HWY, UNIT G, LA VERNE, CA 91750. FULL NAME OF REGISTRANT(S) IS (ARE) BRYANNA HARPER. THIS BUSINESS IS CONDUCTED BY AN INDIVIDUAL. PUBLISH: MOUNTAIN VIEWS NEWS/ ES DATES PUB: OCT 22, 29, NOV 5, 12, 2022 <box>1145 401 1366 466</box>
notice-heading: FICTITIOUS BUSINESS NAME STATEMENT FILE NO. 2022-231774 <box>460 665 681 683</box>
notice-body: THE FOLLOWING PERSON(S) IS (ARE) DOING BUSINESS AS: DS GENERAL CLEANING, 150 N GAREY AVE, POMONA, CA 91767. FULL NAME OF REGISTRANT(S) IS (ARE) JESUS COLON, 150 N GAREY AVE, POMONA, CA 91767. THIS BUSINESS IS CONDUCTED BY AN INDIVIDUAL. SIGNED: JESUS COLON, OWNER. THIS STATEMENT WAS FILED WITH THE COUNTY CLERK OF LOS ANGELES COUNTY ON 10/25/2022. PUBLISH: MOUNTAIN VIEWS NEWS DATES PUB: NOV 05, 12, 19, 26, 2022 <box>689 215 910 308</box>
notice-heading: FICTITIOUS BUSINESS NAME STATEMENT FILE NO. 2022-232879 <box>689 541 910 560</box>
legal-notice <box>1145 634 1366 708</box>
legal-notice <box>4 529 225 707</box>
legal-notice <box>918 873 1138 938</box>
notice-body: THE FOLLOWING PERSON(S) IS (ARE) DOING BUSINESS AS: LMF INVESTMENTS, 9835 FLOWER ST UNIT A71, BELLFLOWER, CA 90706. FULL NAME OF REGISTRANT(S) IS (ARE) DANNY LLEZA, 9835 FLOWER ST UNIT A71, BELLFLOWER, CA 90706. THIS BUSINESS IS CONDUCTED BY AN INDIVIDUAL. THIS STATEMENT WAS FILED WITH THE COUNTY CLERK OF LOS ANGELES COUNTY ON 10/25/2022. PUBLISH: MOUNTAIN VIEWS NEWS DATES PUB: NOV 05, 12, 19, 26, 2022 <box>689 560 910 644</box>
notice-heading: FICTITIOUS BUSINESS NAME STATEMENT FILE NO. 2022-233700 <box>689 748 910 768</box>
footer-address: 80 W Sierra Madre Blvd. No. 327 Sierra Madre, Ca. 91024 <box>195 2556 548 2571</box>
legal-notice <box>689 314 910 426</box>
notice-body: THE FOLLOWING PERSON(S) IS (ARE) DOING BUSINESS AS: BEL&MODE HAIR STUDIO, 5537 WORKMAN MILL RD, WHITTIER, CA 90601. FULL NAME OF REGISTRANT(S) IS (ARE) HILDA MARGARITA PANTOJA, 5536 WORKMAN MILL RD, WHITTIER, CA 90601. THIS BUSINESS IS CONDUCTED BY A GENERAL PARTNERSHIP. THIS STATEMENT WAS FILED WITH THE COUNTY CLERK OF LOS ANGELES COUNTY ON 10/24/2022. PUBLISH: MOUNTAIN VIEWS NEWS DATES PUB: NOV 05, 12, 19, 26, 2022 <box>460 683 681 777</box>
legal-notice <box>689 829 910 904</box>
notice-body: THE FOLLOWING PERSON(S) IS (ARE) DOING BUSINESS AS: SUPPLYLINE, 3D NUSPACE INDUSTRY, OXI SUPERCONDUCTOR, OCEANX INDUSTRIES, 406 FOOTHILL BLVD., #14, LA CANADA FLINTRIDGE, CA 91011. FULL NAME OF REGISTRANT(S) IS (ARE) JORDAN JOSEPH JAMMOOHL. THIS BUSINESS IS CONDUCTED BY AN INDIVIDUAL. THIS STATEMENT WAS FILED WITH THE COUNTY CLERK OF LOS ANGELES COUNTY ON 10/17/2022. PUBLISH: MOUNTAIN VIEWS NEWS/JDC DATES PUB: NOV 12, 19, 26, DEC 03, 2022 <box>232 1134 453 1227</box>
notice-heading: FICTITIOUS BUSINESS NAME STATEMENT FILE NO. 2022226429 <box>1145 382 1366 401</box>
notice-heading: FICTITIOUS BUSINESS NAME STATEMENT FILE NO. 2022221166 <box>1145 633 1366 652</box>
legal-notice <box>460 665 681 777</box>
notice-body: THE FOLLOWING PERSON(S) IS (ARE) DOING BUSINESS AS: R ELECTRIC, 970 TUJUNGA PLACE, TUJUNGA, CA 91042. FULL NAME OF REGISTRANT(S) IS (ARE) ROBERT BOGHOZIAN, 9875 TUJUNGA PLACE, TUJUNGA, CA 91042. THIS BUSINESS IS CONDUCTED BY AN INDIVIDUAL. SIGNED: ROBERT BOGHOZIAN, OWNER. THIS STATEMENT WAS FILED WITH THE COUNTY CLERK OF LOS ANGELES COUNTY ON 11/09/2022. THE REGISTRANT(S) HAS (HAVE) COMMENCED TO TRANSACT BUSINESS UNDER THE FICTITIOUS BUSINESS NAME OR NAMES LISTED ABOVE ON N/A. PUBLISH: MOUNTAIN VIEWS NEWS/JDC DATES PUB: NOV 19, 26, DEC 03, 10, 2022 <box>232 516 453 629</box>
notice-heading: FICTITIOUS BUSINESS NAME STATEMENT FILE NO. 2022-243533 <box>232 1341 453 1361</box>
notice-body: THE FOLLOWING PERSON(S) IS (ARE) DOING BUSINESS AS: RENT SOUTHLAND, 241 PETALUMA AVE, LONG BEACH, CA 90815. FULL NAME OF REGISTRANT(S) IS (ARE) JOHN MARTIN CALLAGHAN, 241 PETALUMA AVE, LONG BEACH, CA 90815. THIS BUSINESS IS CONDUCTED BY AN INDIVIDUAL. SIGNED: JOHN MARTIN CALLAGHAN, OWNER. THIS STATEMENT WAS FILED WITH THE COUNTY CLERK OF LOS ANGELES COUNTY ON 11/02/2022. PUBLISH: MOUNTAIN VIEWS NEWS/JDC DATES PUB: NOV 19, 26, DEC 03, 10, 2022 <box>232 1016 453 1109</box>
notice-body: THE FOLLOWING PERSON(S) IS (ARE) DOING BUSINESS AS: HOT BOD GARAGE, 10550 JERSEY AVE, SANTA FE SPRINGS, CA 90670. FULL NAME OF REGISTRANT(S) IS (ARE) RICHARD CARLOS SALAZAR, 10558 JERSEY AVE, SANTA FE SPRINGS, CA 90670. THIS BUSINESS IS CONDUCTED BY AN INDIVIDUAL. SIGNED: RICHARD CARLOS SALAZAR, OWNER. THIS STATEMENT WAS FILED WITH THE COUNTY CLERK OF LOS ANGELES COUNTY ON 11/07/2022. THE REGISTRANT(S) HAS (HAVE) COMMENCED TO TRANSACT BUSINESS UNDER THE FICTITIOUS BUSINESS NAME OR NAMES LISTED ABOVE ON N/A. PUBLISH: MOUNTAIN VIEWS NEWS/JDC DATES PUB: NOV 19, 26, DEC 03, 10, 2022 <box>232 371 453 492</box>
notice-heading: FICTITIOUS BUSINESS NAME STATEMENT FILE NO. 2022231556 <box>917 602 1138 622</box>
notice-body: THE FOLLOWING PERSON(S) IS (ARE) DOING BUSINESS AS: WEST COAST SANITATION PORTABLES, INC, 1858 W ATLANTIC AVE, COMPTON, CA 90221. THIS STATEMENT WAS FILED WITH THE COUNTY CLERK OF LOS ANGELES COUNTY ON 10/21/2022. PUBLISH: MOUNTAIN VIEWS NEWS DATES PUB: NOV 05, 12, 19, 26, 2022 <box>689 1009 910 1065</box>
legal-notice <box>460 1052 681 1117</box>
notice-column <box>460 60 681 2549</box>
legal-notice <box>233 880 453 992</box>
legal-notice <box>918 944 1138 1019</box>
notice-heading: FICTITIOUS BUSINESS NAME STATEMENT FILE NO. 2022-238805 <box>4 1699 225 1719</box>
notice-heading: FICTITIOUS BUSINESS NAME STATEMENT FILE NO. 2022221844 <box>1145 193 1366 212</box>
notice-heading: FICTITIOUS BUSINESS NAME STATEMENT FILE NO. 2022-233140 <box>689 197 910 215</box>
notice-body: THE FOLLOWING PERSON(S) IS (ARE) DOING BUSINESS AS: GL OUTLET, 8615 LONG BEACH B SOUTH GATE, CA 90280. FULL NAME OF REGISTRANT(S) IS (ARE) JAIME CARRASCO JIMENEZ, 10471 ALLEN AVE, GARDEN GROVE, CA 92841. THIS BUSINESS IS CONDUCTED BY AN INDIVIDUAL. SIGNED: JAIME CARRASCO JIMENEZ, OWNER. THIS STATEMENT WAS FILED WITH THE COUNTY CLERK OF LOS ANGELES COUNTY ON 11/08/2022. <box>4 1845 225 1930</box>
notice-heading: FICTITIOUS BUSINESS NAME STATEMENT FILE NO. 2022224941 <box>917 782 1138 801</box>
legal-notice <box>1145 553 1366 628</box>
notice-body: (SEE SECTION 14411 ET SEQ. BUSINESS AND PROFESSIONS CODE)PUBLISH: MOUNTAIN VIEWS NEWS/ ES DATES PUB: OCT 29, NOV 5, 12, 19, 2022 <box>1145 60 1366 89</box>
notice-heading: FICTITIOUS BUSINESS NAME STATEMENT FILE NO. 2022223370 <box>1145 553 1366 571</box>
notice-heading: FICTITIOUS BUSINESS NAME STATEMENT FILE NO. 2022-234023 <box>689 1070 910 1090</box>
notice-body: THE FOLLOWING PERSON(S) IS (ARE) DOING BUSINESS AS: TAMALERIAS HOUSE, 13117 ALONDRA BLVD, NORWALK, CA 90650. FULL NAME OF REGISTRANT(S) IS (ARE) OTTO RENE FERNANDEZ MARTINEZ, 13117 ALONDRA BLVD, NORWALK, CA 90650. THIS BUSINESS IS CONDUCTED BY AN INDIVIDUAL. THIS STATEMENT WAS FILED WITH THE COUNTY CLERK OF LOS ANGELES COUNTY ON 11/03/2022. PUBLISH: MOUNTAIN VIEWS NEWS/JDC DATES PUB: NOV 19, 26, DEC 03, 10, 2022 <box>232 1252 453 1336</box>
legal-notices-columns <box>4 60 1366 2549</box>
legal-notice <box>689 749 910 824</box>
legal-notice <box>460 60 681 70</box>
legal-notice <box>4 877 225 1045</box>
footer-website[interactable]: Website: www.mtnviewsnews.com <box>1080 2556 1287 2571</box>
legal-notice <box>233 1233 453 1336</box>
notice-heading: FICTITIOUS BUSINESS NAME STATEMENT FILE NO. 2022-225544 <box>232 1115 453 1134</box>
notice-body: THE FOLLOWING PERSON(S) IS (ARE) DOING BUSINESS AS: JULIE JEWELRY, 509 WEST OLIVE AVENUE MONROVIA, CA 91016. FULL NAME OF REGISTRANT(S) IS (ARE) JULIA HERNANDEZ, 509 WEST OLIVE AVENUE, MONROVIA, CA 91016. THIS BUSINESS IS CONDUCTED BY A GENERAL PARTNERSHIP. THIS STATEMENT WAS FILED WITH THE COUNTY CLERK OF LOS ANGELES COUNTY ON 10/20/2022. PUBLISH: MOUNTAIN VIEWS NEWS DATES PUB: NOV 12, 19, 26, DEC 3, 2022 <box>460 466 681 551</box>
notice-heading: FICTITIOUS BUSINESS NAME STATEMENT FILE NO. 2022221347 <box>1145 93 1366 113</box>
notice-heading: FICTITIOUS BUSINESS NAME STATEMENT FILE NO. 2022-237812 <box>4 60 225 79</box>
notice-heading: FICTITIOUS BUSINESS NAME STATEMENT FILE NO. 2022-225854 <box>689 829 910 848</box>
legal-notice <box>918 703 1138 778</box>
notice-body: THE FOLLOWING PERSON(S) IS (ARE) DOING BUSINESS AS: 101 BARBER SHOP, 280 W. SNIDE AVE UNIT A, LOS ANGELES, CA 90004. FULL NAME OF REGISTRANT(S) IS (ARE) GILBERTO COCHE RAZZAN, 600 S ALVARADO ST APT 301, LOS ANGELES, CA 90057. THIS BUSINESS IS CONDUCTED BY AN INDIVIDUAL. SIGNED: DIEGO GILBERTO COCHE RAZZAN, OWNER. THIS STATEMENT WAS FILED WITH THE COUNTY CLERK OF LOS ANGELES COUNTY ON 10/31/2022. THE REGISTRANT(S) HAS (HAVE) COMMENCED TO TRANSACT BUSINESS UNDER THE FICTITIOUS BUSINESS NAME OR NAMES LISTED ABOVE ON N/A. NOTICE- THIS FICTITIOUS NAME STATEMENT EXPIRES FIVE YEARS FROM THE DATE IT WAS FILED IN THE OFFICE OF THE COUNTY CLERK. A NEW FICTITIOUS BUSINESS NAME STATEMENT MUST BE FILED PRIOR TO THAT DATE. THE FILING OF THIS STATEMENT DOES NOT OF ITSELF AUTHORIZE THE USE IN THIS STATE OF A FICTITIOUS BUSINESS NAME IN VIOLATION OF THE RIGHTS OF ANOTHER UNDER FEDERAL, STATE, OR COMMON LAW (SEE SECTION 14411 ET SEQ. BUSINESS AND PROFESSIONS CODE)PUBLISH: MOUNTAIN VIEWS NEWS/JDC DATES PUB: NOV 19, 26, DEC 03, 10, 2022 <box>4 79 225 284</box>
notice-heading: FICTITIOUS BUSINESS NAME STATEMENT FILE NO. 2022-243310 <box>460 221 681 240</box>
footer-email[interactable]: Email: editor@mtnviewsnews.com <box>837 2556 1045 2571</box>
publication-line: Mountain Views-News Saturday, November 19, 2022 <box>6 37 365 54</box>
notice-heading: FICTITIOUS BUSINESS NAME STATEMENT FILE NO. 2022-244066 <box>4 1827 225 1846</box>
notice-body: THE FOLLOWING PERSON(S) IS (ARE) DOING BUSINESS AS: EXCIENTE SOLUTIONS, INC. CONSULTING, 1124 CALABASAS ROAD, CALABASAS, CA 91302. FULL NAME OF REGISTRANT(S) IS (ARE) EXCIENTE SOLUTIONS, INC., 1124 CALABASAS, CA 91302. THIS BUSINESS IS CONDUCTED BY A CORPORATION. SIGNED: POGOS KONDRAKYAN, CEO. THIS STATEMENT WAS FILED WITH THE COUNTY CLERK OF LOS ANGELES COUNTY ON 10/27/2022. THE REGISTRANT(S) HAS (HAVE) COMMENCED TO TRANSACT BUSINESS UNDER THE FICTITIOUS BUSINESS NAME OR NAMES LISTED ABOVE ON N/A. NOTICE- THIS FICTITIOUS NAME STATEMENT EXPIRES FIVE YEARS FROM THE DATE IT WAS FILED IN THE OFFICE OF THE COUNTY CLERK. PUBLISH: MOUNTAIN VIEWS NEWS/JDC DATES PUB: NOV 19, 26, DEC 03, 10, 2022 <box>4 895 225 1045</box>
notice-heading: FICTITIOUS BUSINESS NAME STATEMENT FILE NO. 2022228818 <box>917 872 1138 891</box>
notice-heading: FICTITIOUS BUSINESS NAME STATEMENT FILE NO. 2022190530 <box>460 330 681 348</box>
notice-heading: FICTITIOUS BUSINESS NAME STATEMENT FILE NO. 2022-221103 <box>689 432 910 452</box>
notice-heading: FICTITIOUS BUSINESS NAME STATEMENT FILE NO. 2022224914 <box>917 702 1138 721</box>
notice-body: THE FOLLOWING PERSON(S) IS (ARE) DOING BUSINESS AS: PARRA REALESTATE, 5116 E BEVERLY BLVD, LOS ANGELES, CA 90022. FULL NAME OF REGISTRANT(S) IS (ARE) ALLEN SANDOVAL. THIS BUSINESS IS CONDUCTED BY AN INDIVIDUAL. PUBLISH: MOUNTAIN VIEWS NEWS DATES PUB: NOV 05, 12, 19, 26, 2022 <box>689 848 910 904</box>
legal-notice <box>1145 382 1366 466</box>
legal-notice <box>918 782 1138 866</box>
legal-notice <box>918 60 1138 126</box>
notice-heading: FICTITIOUS BUSINESS NAME STATEMENT FILE NO. 2022-228765 <box>1145 875 1366 893</box>
notice-heading: FICTITIOUS BUSINESS NAME STATEMENT FILE NO. 2022229040 <box>1145 292 1366 311</box>
legal-notice <box>689 1071 910 1146</box>
notice-heading: FICTITIOUS BUSINESS NAME STATEMENT FILE NO. 2022-243454 <box>4 1234 225 1253</box>
notice-body: THE FOLLOWING PERSON(S) IS (ARE) DOING BUSINESS AS: OUTLET KTRUJILLO, 10419 LONG BEACH BLVD, LYNWOOD, CA 90262. FULL NAME OF REGISTRANT(S) IS (ARE) MARCELINO TRUJILLO CASTILLO, 3100 POPLAR DR, LYNWOOD, CA 90262. THIS BUSINESS IS CONDUCTED BY AN INDIVIDUAL. SIGNED: MARCELINO TRUJILLO CASTILLO, OWNER. THIS STATEMENT WAS FILED WITH THE COUNTY CLERK OF LOS ANGELES COUNTY ON 11/07/2022. PUBLISH: MOUNTAIN VIEWS NEWS/JDC DATES PUB: NOV 19, 26, DEC 03, 10, 2022 <box>232 780 453 874</box>
notice-body: THE FOLLOWING PERSON(S) IS (ARE) DOING BUSINESS AS: ART FRESH KITCHEN, 426 W. ELK AVE APT 14, GLENDALE, CA 91204. FULL NAME OF REGISTRANT(S) IS (ARE) ARTIN BARKHORDARIANPOUR, 426 W ELK AVE APT 14, GLENDALE, CA 91204. THIS BUSINESS IS CONDUCTED BY AN INDIVIDUAL. SIGNED: ARTIN BARKHORDARIANPOUR, OWNER. THIS STATEMENT WAS FILED WITH THE COUNTY CLERK OF LOS ANGELES COUNTY ON 09/08/2022. PUBLISH: EIS MOUNTAIN VIEWS NEWS DATES PUB: NOV 12, 19, 26, DEC 3, 2022 <box>460 348 681 442</box>
legal-notice <box>689 650 910 744</box>
legal-notice <box>918 249 1138 361</box>
legal-notice <box>460 557 681 660</box>
legal-notice <box>233 762 453 874</box>
legal-notice <box>1145 714 1366 789</box>
